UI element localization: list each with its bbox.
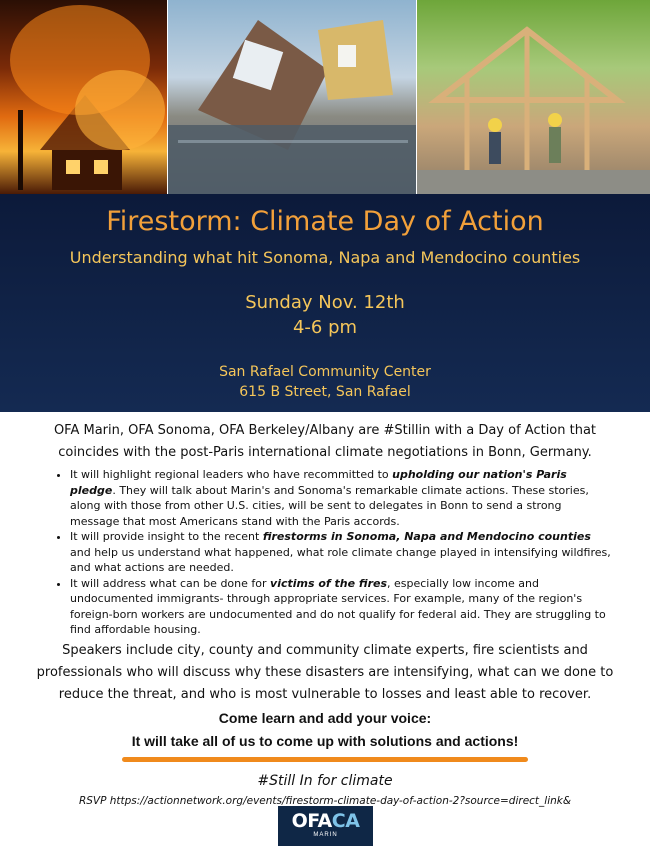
flooded-house-photo xyxy=(168,0,417,194)
event-venue: San Rafael Community Center xyxy=(219,364,431,380)
rsvp-link[interactable]: RSVP https://actionnetwork.org/events/firestorm-climate-day-of-action-2?source=direct_link& xyxy=(78,794,572,807)
event-description xyxy=(0,420,650,807)
call-to-action-line2: It will take all of us to come up with solutions and actions! xyxy=(131,732,519,749)
volunteers-building-illustration xyxy=(417,0,650,194)
bullet-text: It will provide insight to the recent xyxy=(70,530,263,543)
bullet-text: , especially low income and undocumented immigrants- through appropriate services. For example, many of the region's foreign-born workers are undocumented and do not qualify for federal aid. They are struggling to find affordable housing. xyxy=(70,576,606,636)
bullet-text: It will address what can be done for xyxy=(70,576,271,590)
bullet-text: . They will talk about Marin's and Sonoma's remarkable climate actions. These stories, along with those from other U.S. cities, will be sent to delegates in Bonn to send a strong message that most Americans stand with the Paris accords. xyxy=(70,483,589,528)
speakers-paragraph: Speakers include city, county and community climate experts, fire scientists and professionals who will discuss why these disasters are intensifying, what can we done to reduce the threat, and who is most vulnerable to losses and least able to recover. xyxy=(36,642,614,702)
flooded-house-illustration xyxy=(168,0,417,194)
event-address: 615 B Street, San Rafael xyxy=(239,384,411,400)
bullet-item xyxy=(70,576,614,638)
bullet-item xyxy=(70,529,614,576)
orange-divider xyxy=(122,757,528,762)
event-time: 4-6 pm xyxy=(292,317,358,338)
logo-wordmark xyxy=(278,806,373,832)
hashtag: #Still In for climate xyxy=(257,772,393,789)
bullet-item xyxy=(70,467,614,529)
event-date: Sunday Nov. 12th xyxy=(245,292,405,313)
intro-paragraph: OFA Marin, OFA Sonoma, OFA Berkeley/Albany are #Stillin with a Day of Action that coincides with the post-Paris international climate negotiations in Bonn, Germany. xyxy=(53,423,597,460)
bullet-text: and help us understand what happened, what role climate change played in intensifying wildfires, and what actions are needed. xyxy=(70,545,611,574)
header-photos xyxy=(0,0,650,194)
bullet-text: It will highlight regional leaders who have recommitted to xyxy=(70,468,393,481)
event-title: Firestorm: Climate Day of Action xyxy=(106,206,544,237)
bullet-list xyxy=(0,467,650,638)
call-to-action-line1: Come learn and add your voice: xyxy=(218,709,432,726)
bullet-emphasis: victims of the fires xyxy=(270,576,388,590)
volunteers-building-photo xyxy=(417,0,650,194)
house-fire-illustration xyxy=(0,0,167,194)
house-fire-photo xyxy=(0,0,167,194)
ofa-ca-logo xyxy=(278,806,373,846)
bullet-emphasis: upholding our nation's Paris pledge xyxy=(70,468,567,497)
event-subtitle: Understanding what hit Sonoma, Napa and Mendocino counties xyxy=(69,248,581,267)
logo-subtext: MARIN xyxy=(313,832,338,838)
logo-ofa-text: OFA xyxy=(291,810,332,832)
logo-ca-text: CA xyxy=(331,810,360,832)
bullet-emphasis: firestorms in Sonoma, Napa and Mendocino counties xyxy=(262,530,591,543)
event-banner xyxy=(0,194,650,412)
